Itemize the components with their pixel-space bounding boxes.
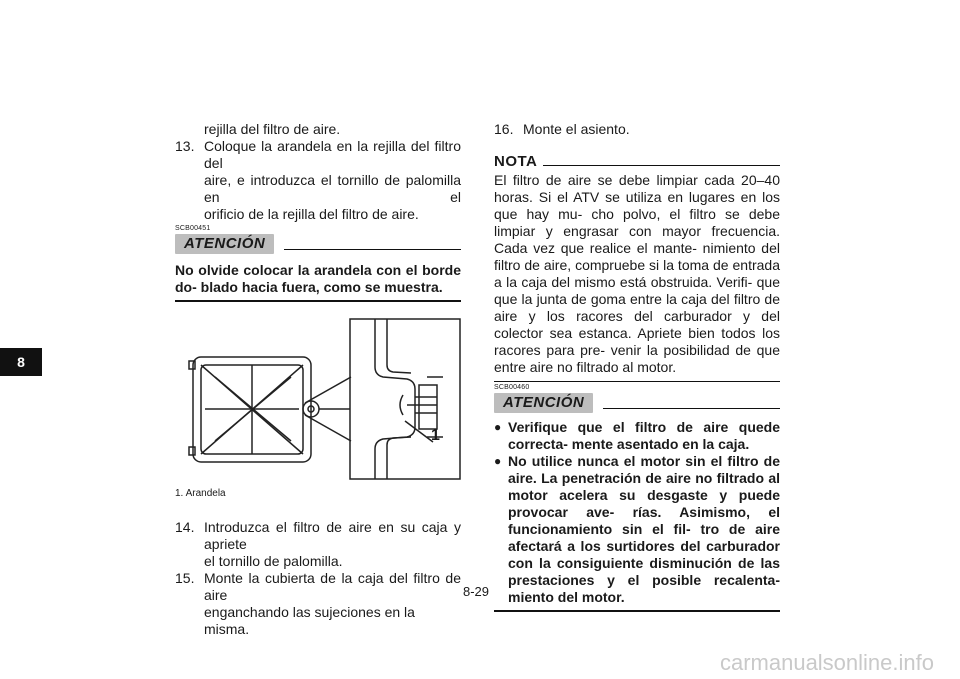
caution-bottom-rule bbox=[175, 300, 461, 302]
figure-caption: 1. Arandela bbox=[175, 488, 226, 499]
nota-header bbox=[494, 153, 780, 170]
nota-header-rule bbox=[543, 165, 780, 166]
bullet-text: Verifique que el filtro de aire quede correcta- mente asentado en la caja. bbox=[508, 419, 780, 452]
caution-badge: ATENCIÓN bbox=[494, 393, 593, 413]
step-number: 14. bbox=[175, 519, 195, 535]
bullet-dot: ● bbox=[494, 454, 502, 468]
step-line: Monte el asiento. bbox=[523, 121, 630, 137]
step-line: enganchando las sujeciones en la misma. bbox=[204, 604, 415, 637]
caution-header-rule bbox=[284, 249, 461, 250]
step-16 bbox=[494, 121, 780, 138]
step-line: Coloque la arandela en la rejilla del filtro del bbox=[204, 138, 461, 171]
caution-badge: ATENCIÓN bbox=[175, 234, 274, 254]
bullet-dot: ● bbox=[494, 420, 502, 434]
caution-header bbox=[494, 393, 780, 413]
step-number: 16. bbox=[494, 121, 514, 137]
nota-bottom-rule bbox=[494, 381, 780, 382]
right-column bbox=[494, 121, 780, 612]
step-line: Monte la cubierta de la caja del filtro de aire bbox=[204, 570, 461, 603]
page-number: 8-29 bbox=[463, 584, 490, 599]
nota-label: NOTA bbox=[494, 153, 538, 170]
step-15 bbox=[175, 570, 461, 638]
caution-code: SCB00460 bbox=[494, 384, 530, 391]
caution-bullet bbox=[494, 453, 780, 606]
step-13 bbox=[175, 138, 461, 223]
chapter-tab: 8 bbox=[0, 348, 42, 376]
left-column bbox=[175, 121, 461, 638]
bullet-text: No utilice nunca el motor sin el filtro de aire. La penetración de aire no filtrado al motor acelera su desgaste y puede provocar ave- rías. Asimismo, el funcionamiento sin el fil- tro de aire afectará a los surtidores del carburador con la consiguiente disminución de las prestaciones y el posible recalenta- miento del motor. bbox=[508, 453, 780, 605]
step-line: Introduzca el filtro de aire en su caja y apriete bbox=[204, 519, 461, 552]
step-line: el tornillo de palomilla. bbox=[204, 553, 343, 569]
step-14 bbox=[175, 519, 461, 570]
step-number: 13. bbox=[175, 138, 195, 154]
caution-bullet bbox=[494, 419, 780, 453]
caution-code: SCB00451 bbox=[175, 225, 211, 232]
washer-figure bbox=[175, 317, 461, 485]
step-number: 15. bbox=[175, 570, 195, 586]
caution-text: No olvide colocar la arandela con el borde do- blado hacia fuera, como se muestra. bbox=[175, 262, 461, 295]
figure-callout-number: 1 bbox=[431, 427, 440, 444]
step-line: aire, e introduzca el tornillo de palomilla en el bbox=[204, 172, 461, 205]
step-line: orificio de la rejilla del filtro de aire. bbox=[204, 206, 419, 222]
caution-header-rule bbox=[603, 408, 780, 409]
intro-continuation: rejilla del filtro de aire. bbox=[204, 121, 341, 137]
watermark: carmanualsonline.info bbox=[719, 650, 934, 675]
washer-diagram bbox=[175, 317, 461, 485]
nota-text: El filtro de aire se debe limpiar cada 20–40 horas. Si el ATV se utiliza en lugares en los que hay mu- cho polvo, el filtro se debe limpiar y engrasar con mayor frecuencia. Cada vez que realice el mante- nimiento del filtro de aire, compruebe si la toma de entrada a la caja del mismo está obstruida. Verifi- que que la junta de goma entre la caja del filtro de aire y los racores del carburador y del colector sea estanca. Apriete bien todos los racores para pre- venir la posibilidad de que entre aire no filtrado al motor. bbox=[494, 172, 780, 375]
caution-header bbox=[175, 234, 461, 254]
caution-bottom-rule bbox=[494, 610, 780, 612]
